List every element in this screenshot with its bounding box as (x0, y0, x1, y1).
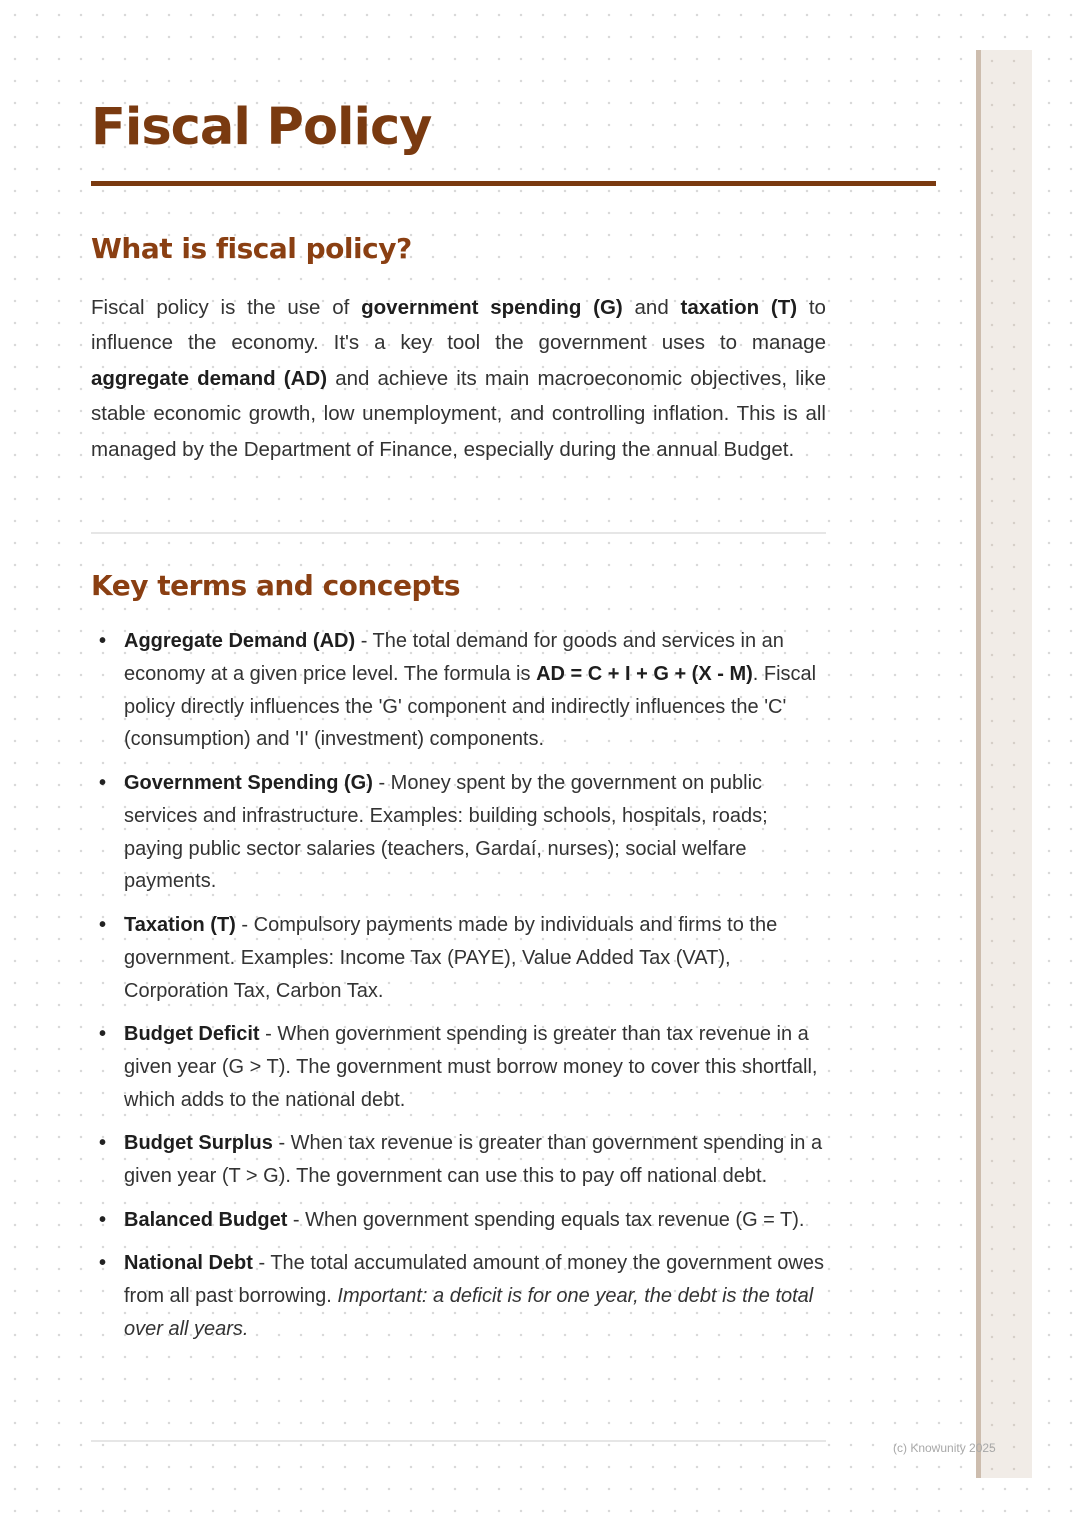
term-name: Aggregate Demand (AD) (124, 630, 356, 652)
term-definition: - The total accumulated amount of money the government owes from all past borrowing. (124, 1252, 824, 1308)
intro-text: and achieve its main macroeconomic objectives, like stable economic growth, low unemployment, and controlling inflation. This is all managed by the Department of Finance, especially during the annual Budget. (91, 366, 826, 461)
term-name: Budget Deficit (124, 1023, 260, 1046)
term-definition: - When government spending equals tax revenue (G = T). (287, 1208, 805, 1231)
term-name: Budget Surplus (124, 1132, 273, 1155)
list-item (91, 1247, 831, 1345)
term-formula: AD = C + I + G + (X - M) (536, 662, 753, 685)
intro-text: Fiscal policy is the use of (91, 296, 362, 319)
bullet-icon: • (99, 913, 107, 936)
intro-bold-term: government spending (G) (361, 296, 623, 319)
term-definition: - When government spending is greater than tax revenue in a given year (G > T). The government must borrow money to cover this shortfall, which adds to the national debt. (124, 1023, 818, 1111)
intro-bold-term: aggregate demand (AD) (91, 366, 328, 390)
intro-paragraph (91, 290, 826, 467)
intro-bold-term: taxation (T) (680, 296, 798, 319)
term-note: Important: a deficit is for one year, the debt is the total over all years. (124, 1285, 814, 1340)
term-definition: - Compulsory payments made by individuals and firms to the government. Examples: Income Tax (PAYE), Value Added Tax (VAT), Corporation Tax, Carbon Tax. (124, 913, 778, 1002)
bullet-icon: • (99, 630, 107, 652)
copyright-footer: (c) Knowunity 2025 (893, 1441, 996, 1455)
page-title: Fiscal Policy (91, 98, 432, 157)
list-item (91, 1018, 831, 1116)
section-heading-what-is: What is fiscal policy? (91, 232, 412, 265)
side-margin-strip (976, 50, 1032, 1478)
bullet-icon: • (99, 771, 107, 794)
list-item (91, 767, 831, 898)
list-item (91, 1127, 831, 1193)
section-heading-key-terms: Key terms and concepts (91, 569, 461, 602)
list-item (91, 1204, 831, 1237)
term-name: Balanced Budget (124, 1208, 288, 1231)
term-name: Taxation (T) (124, 913, 236, 936)
key-terms-list (91, 625, 831, 1357)
term-name: National Debt (124, 1252, 253, 1275)
title-underline (91, 181, 936, 186)
term-definition: . Fiscal policy directly influences the 'G' component and indirectly influences the 'C' (consumption) and 'I' (investment) components. (124, 662, 817, 751)
intro-text: and (622, 296, 681, 319)
intro-text: to influence the economy. It's a key tool the government uses to manage (91, 296, 826, 355)
section-divider (91, 532, 826, 534)
bullet-icon: • (99, 1132, 107, 1155)
list-item (91, 909, 831, 1007)
list-item (91, 625, 831, 756)
term-definition: - Money spent by the government on public services and infrastructure. Examples: building schools, hospitals, roads; paying public sector salaries (teachers, Gardaí, nurses); social welfare payments. (124, 771, 768, 893)
bottom-divider (91, 1440, 826, 1442)
term-definition: - The total demand for goods and services in an economy at a given price level. The formula is (124, 630, 784, 685)
bullet-icon: • (99, 1208, 107, 1231)
bullet-icon: • (99, 1252, 107, 1275)
bullet-icon: • (99, 1023, 107, 1046)
term-name: Government Spending (G) (124, 771, 373, 794)
term-definition: - When tax revenue is greater than government spending in a given year (T > G). The government can use this to pay off national debt. (124, 1132, 823, 1188)
